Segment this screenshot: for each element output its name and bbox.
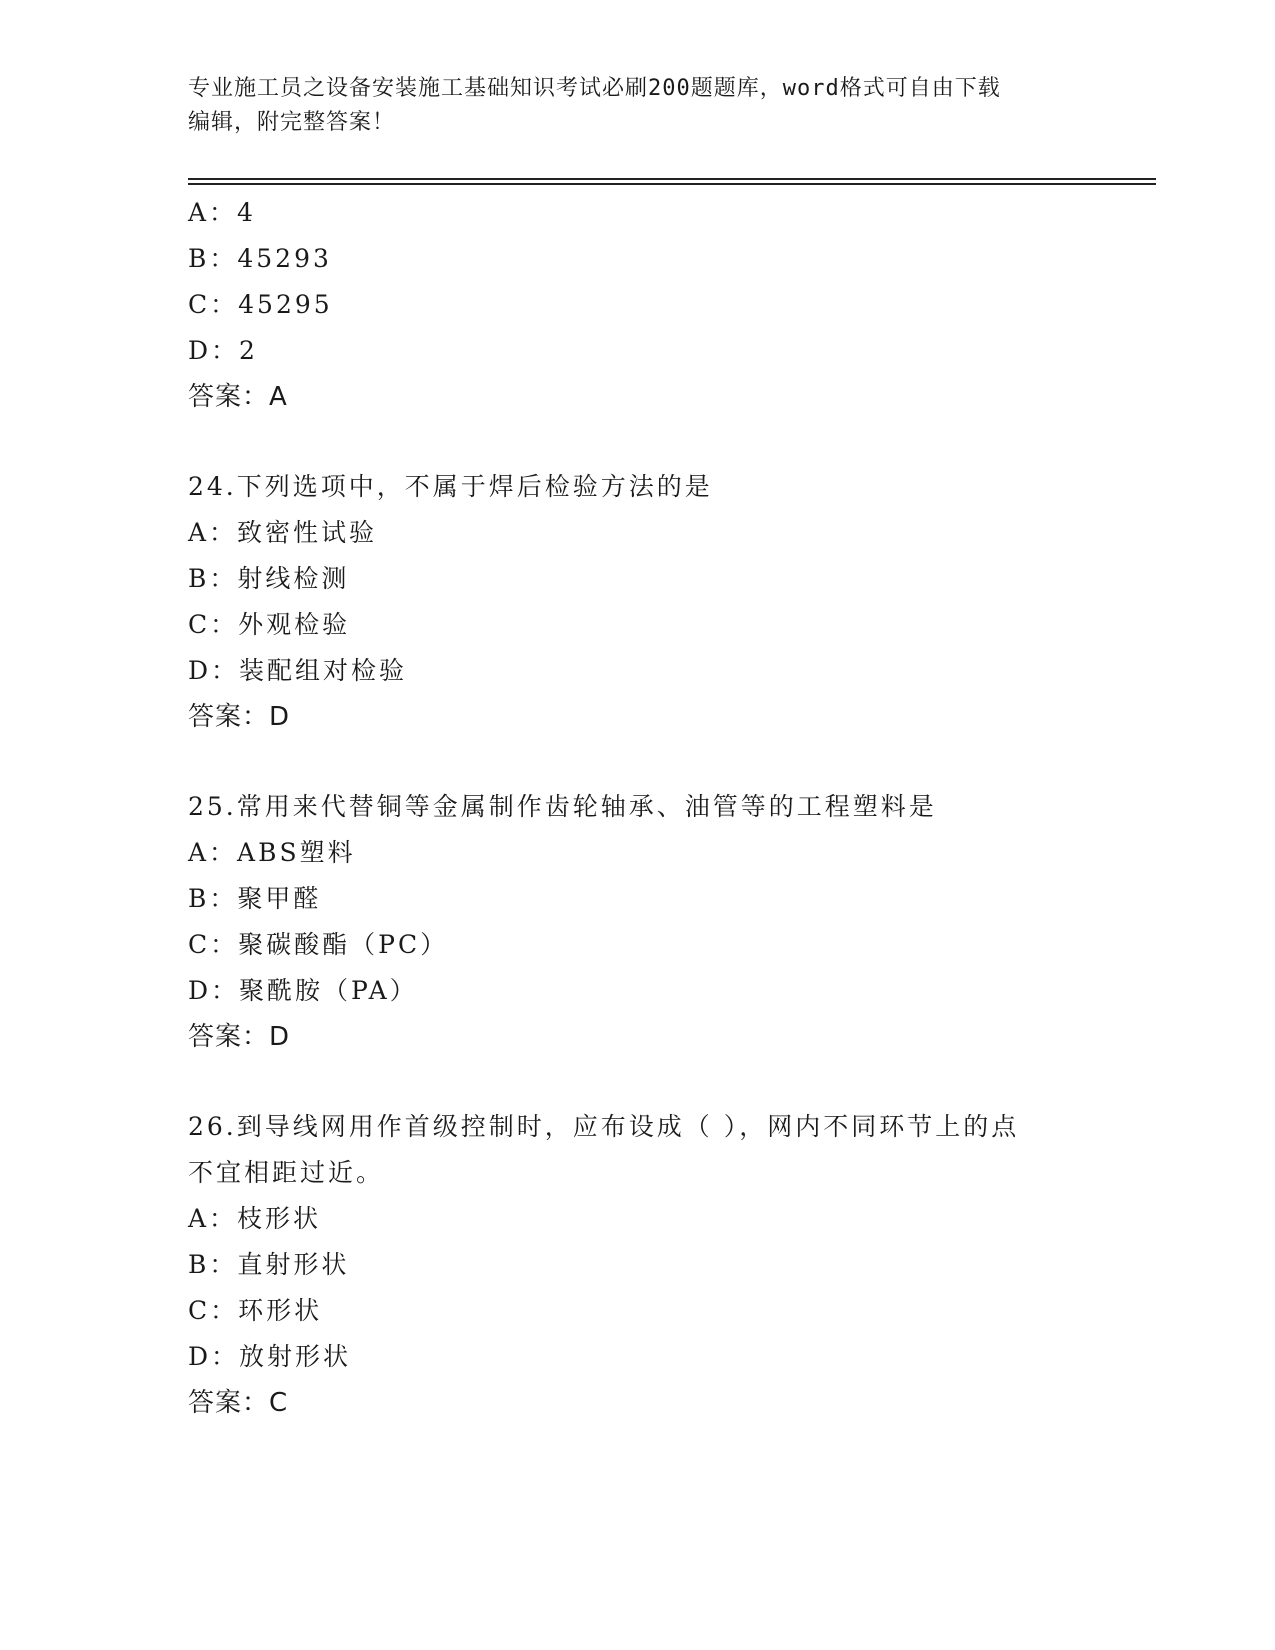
- option-a: A：致密性试验: [188, 518, 378, 547]
- header-divider-bottom: [188, 183, 1156, 185]
- spacer: [188, 420, 1088, 464]
- option-b: B：聚甲醛: [188, 884, 322, 913]
- question-text: 25.常用来代替铜等金属制作齿轮轴承、油管等的工程塑料是: [188, 792, 937, 821]
- option-b: B：45293: [188, 244, 332, 273]
- document-header: [188, 72, 1068, 140]
- option-a: A：4: [188, 198, 256, 227]
- option-c: C：聚碳酸酯（PC）: [188, 930, 449, 959]
- question-block-23: [188, 190, 1088, 420]
- option-a: A：ABS塑料: [188, 838, 356, 867]
- question-text: 24.下列选项中，不属于焊后检验方法的是: [188, 472, 713, 501]
- option-d: D：装配组对检验: [188, 656, 408, 685]
- question-block-24: [188, 464, 1088, 740]
- answer-line: 答案：C: [188, 1388, 289, 1418]
- option-a: A：枝形状: [188, 1204, 322, 1233]
- question-text-line-1: 26.到导线网用作首级控制时，应布设成（ ），网内不同环节上的点: [188, 1112, 1020, 1141]
- question-block-25: [188, 784, 1088, 1060]
- header-line-2: 编辑，附完整答案！: [188, 110, 396, 135]
- question-text-line-2: 不宜相距过近。: [188, 1158, 385, 1187]
- answer-line: 答案：A: [188, 382, 288, 412]
- answer-line: 答案：D: [188, 1022, 291, 1052]
- spacer: [188, 740, 1088, 784]
- option-b: B：射线检测: [188, 564, 350, 593]
- header-divider-top: [188, 178, 1156, 180]
- spacer: [188, 1060, 1088, 1104]
- question-block-26: [188, 1104, 1088, 1426]
- answer-line: 答案：D: [188, 702, 291, 732]
- option-d: D：2: [188, 336, 258, 365]
- option-d: D：放射形状: [188, 1342, 352, 1371]
- option-d: D：聚酰胺（PA）: [188, 976, 418, 1005]
- option-c: C：环形状: [188, 1296, 323, 1325]
- option-c: C：45295: [188, 290, 333, 319]
- header-line-1: 专业施工员之设备安装施工基础知识考试必刷200题题库，word格式可自由下载: [188, 76, 1001, 101]
- question-list: [188, 190, 1088, 1426]
- option-b: B：直射形状: [188, 1250, 350, 1279]
- option-c: C：外观检验: [188, 610, 351, 639]
